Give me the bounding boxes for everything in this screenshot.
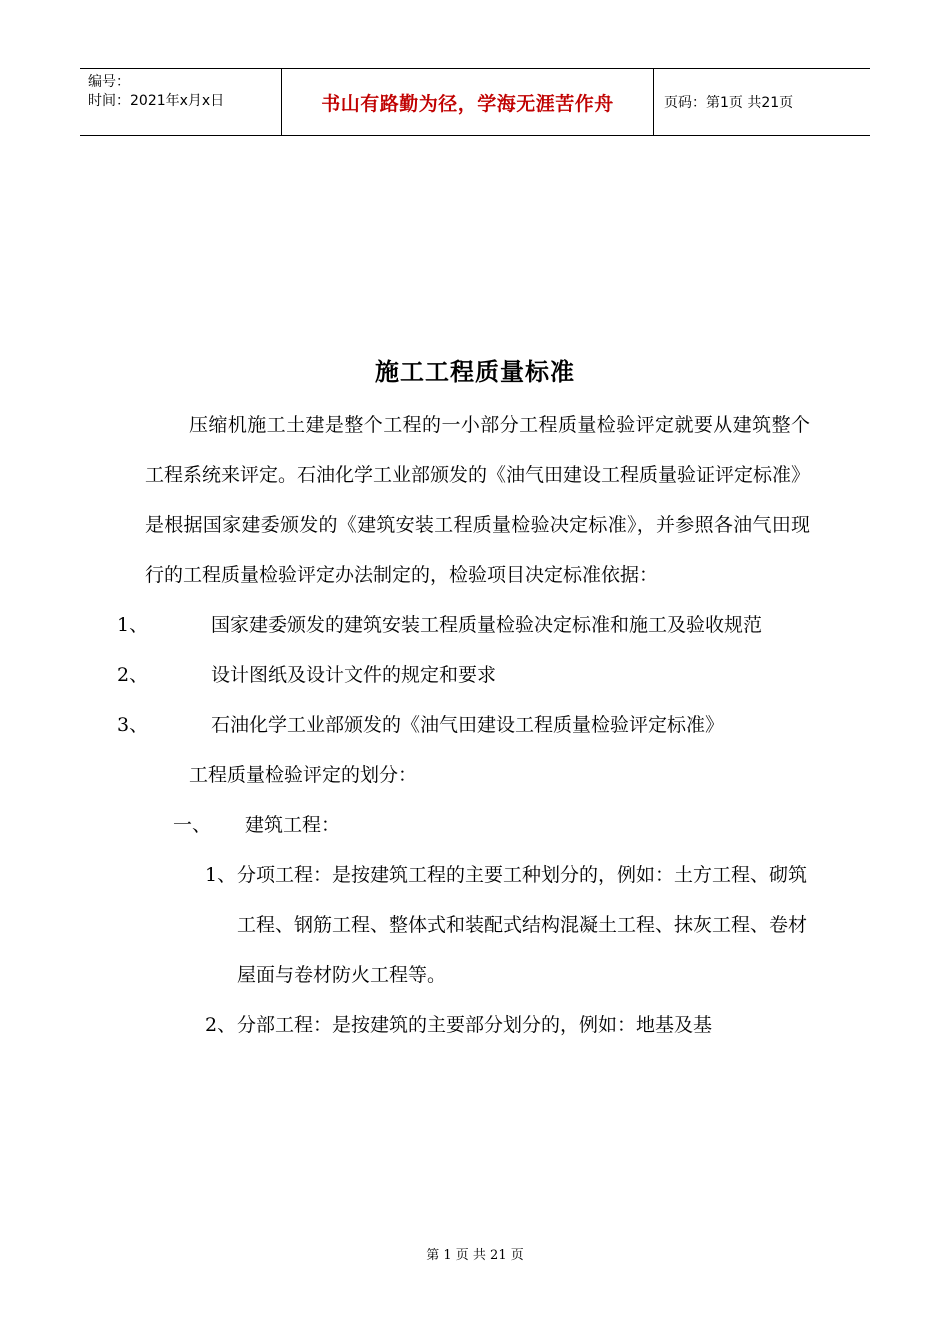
basis-item-text: 国家建委颁发的建筑安装工程质量检验决定标准和施工及验收规范: [211, 614, 763, 636]
section-heading: [145, 800, 810, 850]
section-number: 一、: [173, 814, 212, 836]
basis-item: [117, 650, 810, 700]
page-footer: 第 1 页 共 21 页: [426, 1248, 524, 1263]
basis-item: [117, 600, 810, 650]
header-motto: 书山有路勤为径，学海无涯苦作舟: [281, 69, 654, 135]
header-number-label: 编号：: [88, 74, 130, 90]
basis-item-number: 2、: [117, 664, 149, 686]
section-title: 建筑工程：: [245, 814, 341, 836]
header-page-info: 页码：第1页 共21页: [664, 95, 794, 111]
basis-item: [117, 700, 810, 750]
header-time-label: 时间：2021年x月x日: [88, 93, 225, 109]
basis-item-number: 1、: [117, 614, 149, 636]
basis-item-text: 石油化学工业部颁发的《油气田建设工程质量检验评定标准》: [211, 714, 725, 736]
basis-item-number: 3、: [117, 714, 149, 736]
sub-item-text: 分项工程：是按建筑工程的主要工种划分的，例如：土方工程、砌筑工程、钢筋工程、整体式和装配式结构混凝土工程、抹灰工程、卷材屋面与卷材防火工程等。: [237, 864, 808, 986]
sub-item: [145, 1000, 810, 1050]
sub-item-number: 1、: [205, 864, 237, 886]
header-meta: [80, 69, 281, 135]
sub-item-text: 分部工程：是按建筑的主要部分划分的，例如：地基及基: [237, 1014, 713, 1036]
sub-item-number: 2、: [205, 1014, 237, 1036]
basis-item-text: 设计图纸及设计文件的规定和要求: [211, 664, 497, 686]
division-heading: 工程质量检验评定的划分：: [189, 764, 418, 786]
sub-item: [145, 850, 810, 1000]
intro-paragraph: 压缩机施工土建是整个工程的一小部分工程质量检验评定就要从建筑整个工程系统来评定。石油化学工业部颁发的《油气田建设工程质量验证评定标准》是根据国家建委颁发的《建筑安装工程质量检验决定标准》，并参照各油气田现行的工程质量检验评定办法制定的，检验项目决定标准依据：: [145, 414, 811, 586]
document-body: [117, 400, 811, 1050]
page-header: [80, 68, 870, 136]
document-title: 施工工程质量标准: [375, 357, 575, 386]
